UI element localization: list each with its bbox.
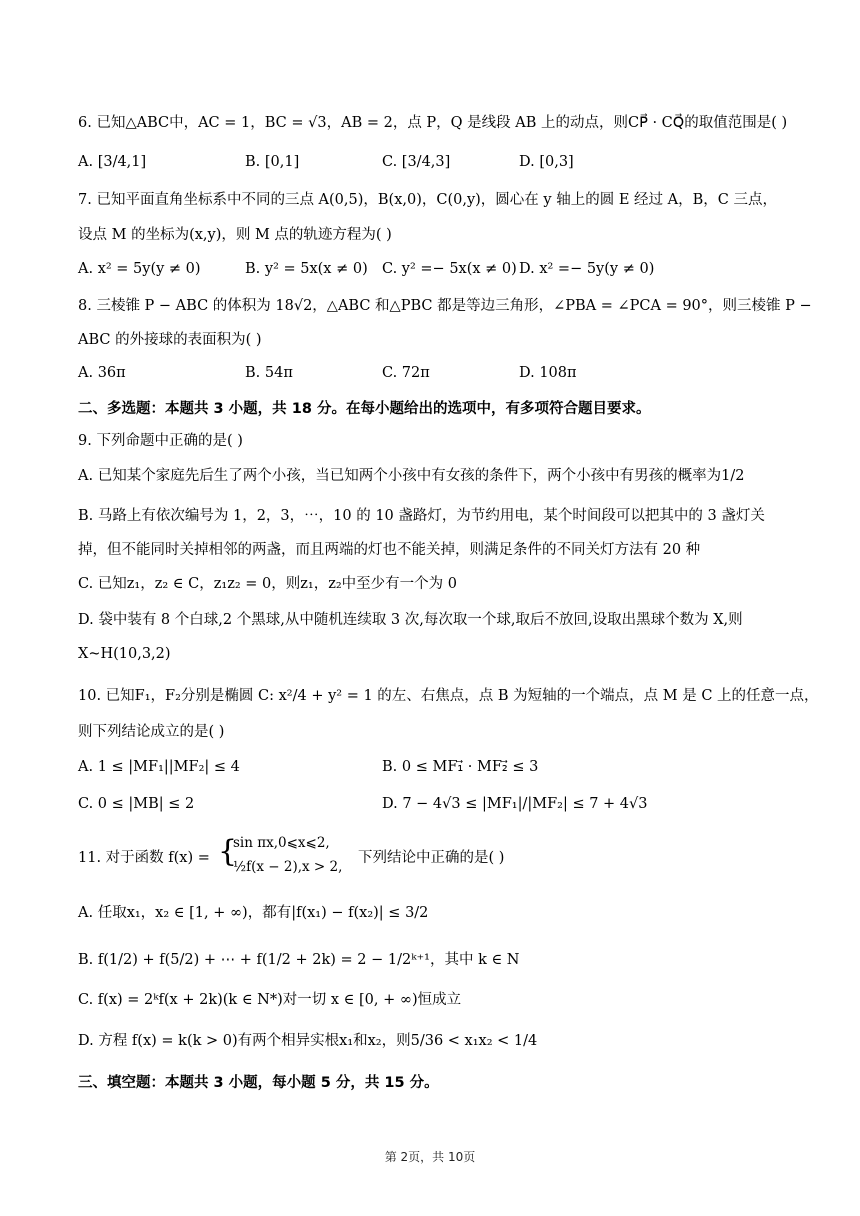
q9-stem: 9. 下列命题中正确的是( ) (78, 433, 243, 449)
q6-option-b: B. [0,1] (245, 154, 300, 170)
q8-option-a: A. 36π (78, 365, 126, 381)
q8-option-b: B. 54π (245, 365, 293, 381)
q8-option-c: C. 72π (382, 365, 430, 381)
q9-option-a: A. 已知某个家庭先后生了两个小孩，当已知两个小孩中有女孩的条件下，两个小孩中有男孩的概率为1/2 (78, 468, 745, 484)
q11-brace: { (218, 834, 238, 869)
q9-option-d-line2: X~H(10,3,2) (78, 646, 171, 662)
q6-option-d: D. [0,3] (519, 154, 574, 170)
q10-stem-line1: 10. 已知F₁，F₂分别是椭圆 C: x²/4 + y² = 1 的左、右焦点，点 B 为短轴的一个端点，点 M 是 C 上的任意一点， (78, 688, 819, 704)
q6-option-a: A. [3/4,1] (78, 154, 147, 170)
q6-option-c: C. [3/4,3] (382, 154, 451, 170)
q11-option-b: B. f(1/2) + f(5/2) + ⋯ + f(1/2 + 2k) = 2 − 1/2ᵏ⁺¹，其中 k ∈ N (78, 952, 520, 968)
q7-stem-line1: 7. 已知平面直角坐标系中不同的三点 A(0,5)，B(x,0)，C(0,y)，圆心在 y 轴上的圆 E 经过 A，B，C 三点， (78, 192, 777, 208)
q11-case-1: sin πx,0⩽x⩽2, (233, 835, 330, 851)
q10-option-c: C. 0 ≤ |MB| ≤ 2 (78, 796, 195, 812)
section-heading-fill-in: 三、填空题：本题共 3 小题，每小题 5 分，共 15 分。 (78, 1075, 439, 1091)
q11-stem-prefix: 11. 对于函数 f(x) = (78, 850, 210, 866)
q10-option-b: B. 0 ≤ MF₁⃗ · MF₂⃗ ≤ 3 (382, 759, 539, 775)
q9-option-d-line1: D. 袋中装有 8 个白球,2 个黑球,从中随机连续取 3 次,每次取一个球,取后不放回,设取出黑球个数为 X,则 (78, 612, 743, 628)
q8-stem-line2: ABC 的外接球的表面积为( ) (78, 332, 262, 348)
q10-option-d: D. 7 − 4√3 ≤ |MF₁|/|MF₂| ≤ 7 + 4√3 (382, 796, 648, 812)
q10-option-a: A. 1 ≤ |MF₁||MF₂| ≤ 4 (78, 759, 240, 775)
q7-option-d: D. x² =− 5y(y ≠ 0) (519, 261, 655, 277)
q11-option-d: D. 方程 f(x) = k(k > 0)有两个相异实根x₁和x₂，则5/36 < x₁x₂ < 1/4 (78, 1033, 538, 1049)
q11-option-a: A. 任取x₁，x₂ ∈ [1, + ∞)，都有|f(x₁) − f(x₂)| ≤ 3/2 (78, 905, 429, 921)
q6-stem: 6. 已知△ABC中，AC = 1，BC = √3，AB = 2，点 P，Q 是线段 AB 上的动点，则CP⃗ · CQ⃗的取值范围是( ) (78, 115, 788, 131)
q7-stem-line2: 设点 M 的坐标为(x,y)，则 M 点的轨迹方程为( ) (78, 227, 392, 243)
q9-option-c: C. 已知z₁，z₂ ∈ C，z₁z₂ = 0，则z₁，z₂中至少有一个为 0 (78, 576, 457, 592)
q7-option-b: B. y² = 5x(x ≠ 0) (245, 261, 368, 277)
q11-option-c: C. f(x) = 2ᵏf(x + 2k)(k ∈ N*)对一切 x ∈ [0, + ∞)恒成立 (78, 992, 462, 1008)
q10-stem-line2: 则下列结论成立的是( ) (78, 724, 225, 740)
q9-option-b-line1: B. 马路上有依次编号为 1，2，3，⋯，10 的 10 盏路灯，为节约用电，某个时间段可以把其中的 3 盏灯关 (78, 508, 765, 524)
q9-option-b-line2: 掉，但不能同时关掉相邻的两盏，而且两端的灯也不能关掉，则满足条件的不同关灯方法有 20 种 (78, 542, 701, 558)
section-heading-multiple-choice: 二、多选题：本题共 3 小题，共 18 分。在每小题给出的选项中，有多项符合题目要求。 (78, 401, 651, 417)
q11-case-2: ½f(x − 2),x > 2, (233, 859, 343, 875)
q7-option-a: A. x² = 5y(y ≠ 0) (78, 261, 201, 277)
q8-stem-line1: 8. 三棱锥 P − ABC 的体积为 18√2，△ABC 和△PBC 都是等边三角形，∠PBA = ∠PCA = 90°，则三棱锥 P − (78, 298, 812, 314)
q8-option-d: D. 108π (519, 365, 577, 381)
q7-option-c: C. y² =− 5x(x ≠ 0) (382, 261, 517, 277)
page-footer: 第 2页，共 10页 (384, 1150, 476, 1164)
q11-stem-suffix: 下列结论中正确的是( ) (358, 850, 505, 866)
